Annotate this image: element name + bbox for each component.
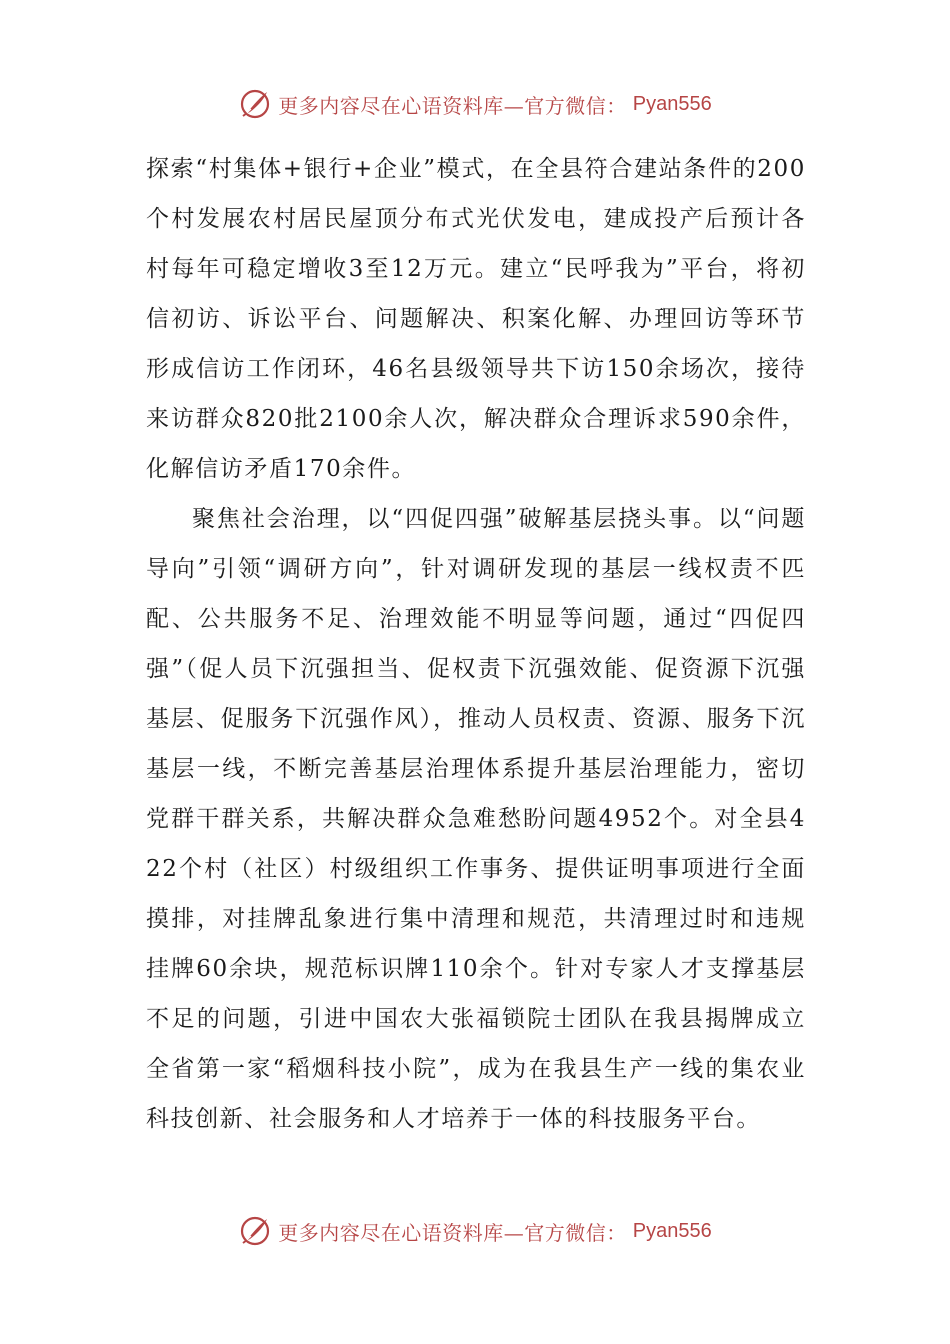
quill-pen-logo-icon [238,1214,272,1248]
watermark-text: 更多内容尽在心语资料库—官方微信： [278,93,627,118]
header-watermark [0,84,950,124]
document-body [146,144,806,1144]
paragraph-2: 聚焦社会治理，以“四促四强”破解基层挠头事。以“问题导向”引领“调研方向”，针对调研发现的基层一线权责不匹配、公共服务不足、治理效能不明显等问题，通过“四促四强”（促人员下沉强担当、促权责下沉强效能、促资源下沉强基层、促服务下沉强作风），推动人员权责、资源、服务下沉基层一线，不断完善基层治理体系提升基层治理能力，密切党群干群关系，共解决群众急难愁盼问题4952个。对全县422个村（社区）村级组织工作事务、提供证明事项进行全面摸排，对挂牌乱象进行集中清理和规范，共清理过时和违规挂牌60余块，规范标识牌110余个。针对专家人才支撑基层不足的问题，引进中国农大张福锁院士团队在我县揭牌成立全省第一家“稻烟科技小院”，成为在我县生产一线的集农业科技创新、社会服务和人才培养于一体的科技服务平台。 [146,506,806,1132]
footer-watermark [0,1211,950,1251]
quill-pen-logo-icon [238,87,272,121]
watermark-wechat-handle: Pyan556 [632,92,712,115]
watermark-text: 更多内容尽在心语资料库—官方微信： [278,1220,627,1245]
watermark-wechat-handle: Pyan556 [632,1219,712,1242]
paragraph-1: 探索“村集体+银行+企业”模式，在全县符合建站条件的200个村发展农村居民屋顶分布式光伏发电，建成投产后预计各村每年可稳定增收3至12万元。建立“民呼我为”平台，将初信初访、诉讼平台、问题解决、积案化解、办理回访等环节形成信访工作闭环，46名县级领导共下访150余场次，接待来访群众820批2100余人次，解决群众合理诉求590余件，化解信访矛盾170余件。 [146,156,806,482]
